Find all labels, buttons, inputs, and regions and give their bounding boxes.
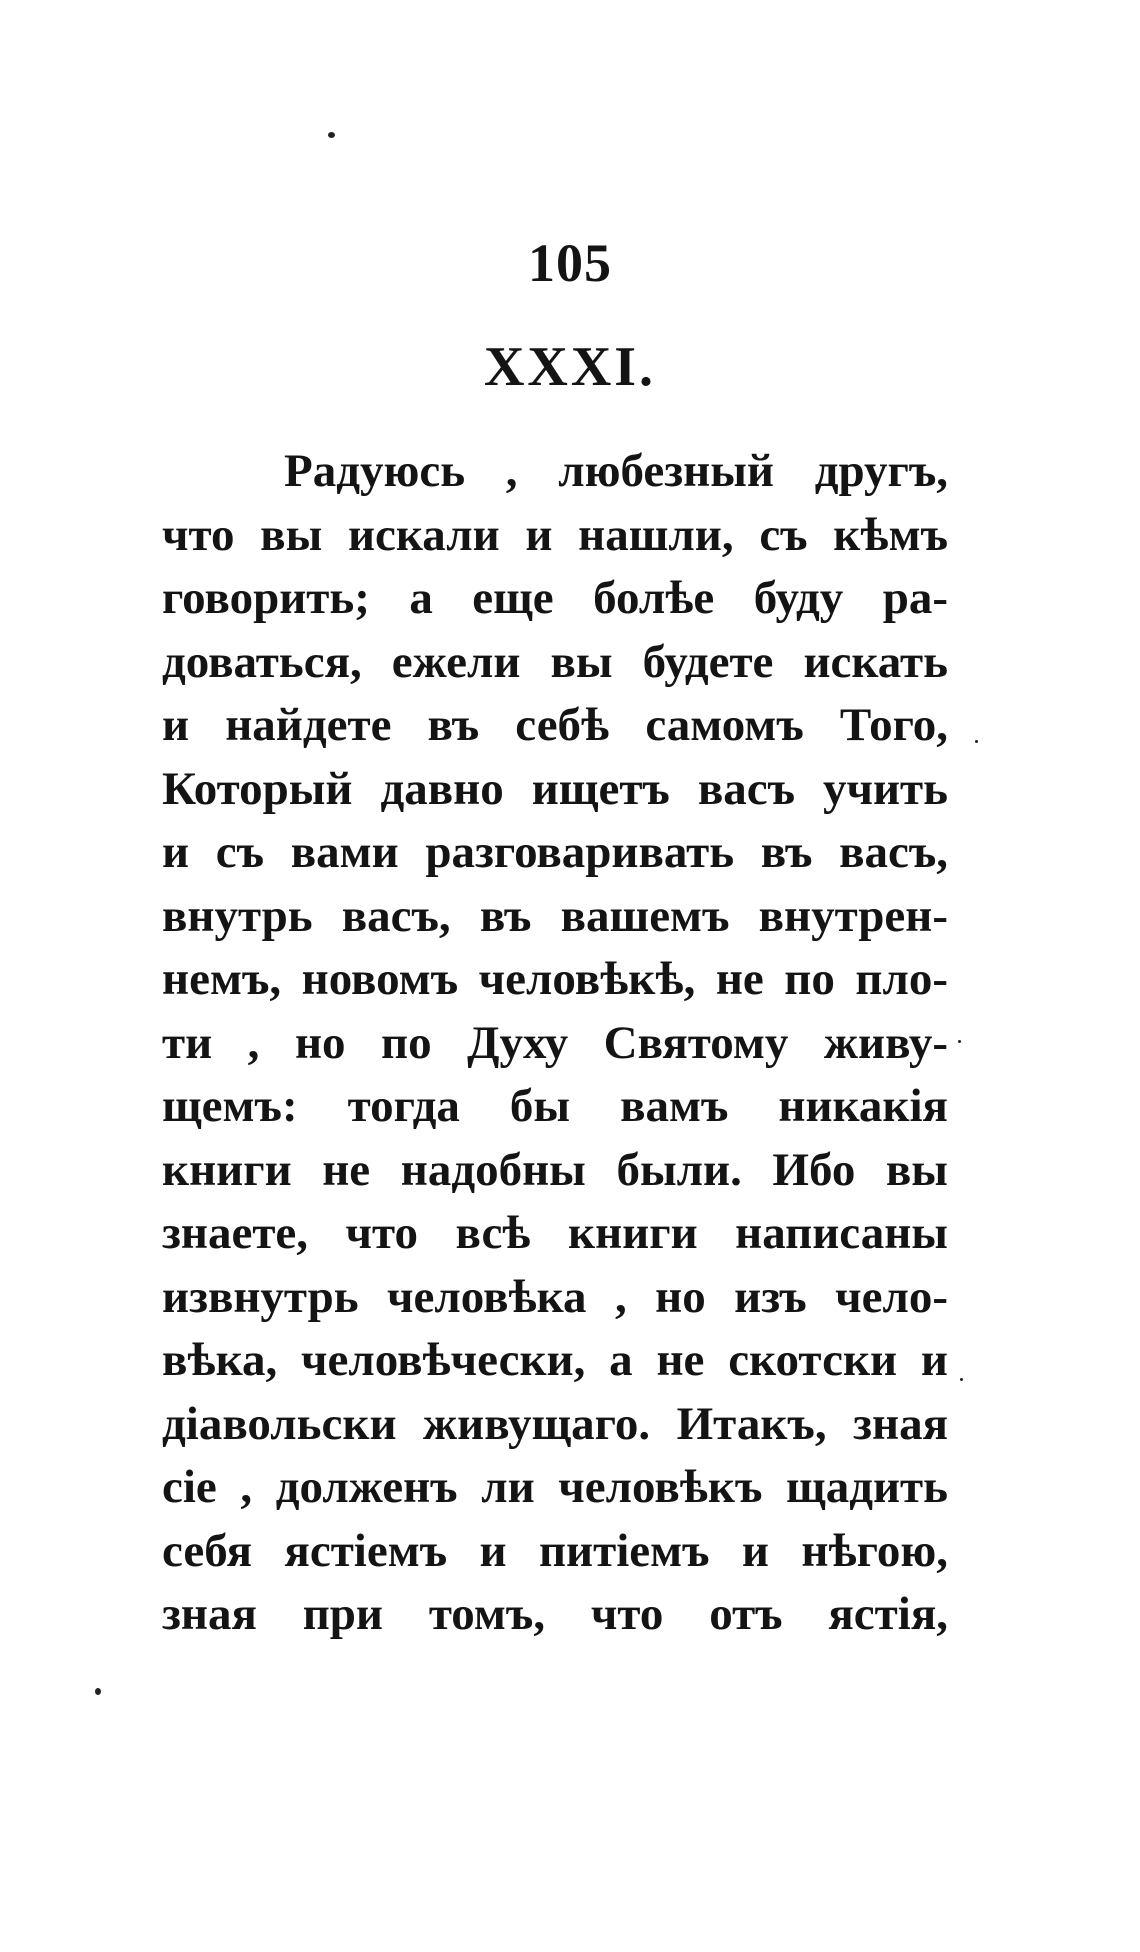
text-line: себя ястіемъ и питіемъ и нѣгою, <box>162 1524 948 1577</box>
text-line: щемъ: тогда бы вамъ никакія <box>162 1080 948 1132</box>
text-line: извнутрь человѣка , но изъ чело- <box>162 1270 948 1323</box>
text-line: доваться, ежели вы будете искать <box>162 635 948 688</box>
text-line: зная при томъ, что отъ ястія, <box>162 1588 948 1640</box>
chapter-heading: XXXI. <box>483 336 657 398</box>
body-text <box>162 440 948 1647</box>
text-line: немъ, новомъ человѣкѣ, не по пло- <box>162 953 948 1005</box>
text-line: діавольски живущаго. Итакъ, зная <box>162 1397 948 1450</box>
print-speck <box>328 132 335 138</box>
text-line: сіе , долженъ ли человѣкъ щадить <box>162 1461 948 1513</box>
text-line: Радуюсь , любезный другъ, <box>284 445 948 497</box>
text-line: говорить; а еще болѣе буду ра- <box>162 572 948 624</box>
text-line: что вы искали и нашли, съ кѣмъ <box>162 508 948 561</box>
text-line: и найдете въ себѣ самомъ Того, <box>162 699 948 751</box>
page-number: 105 <box>528 233 612 293</box>
text-line: внутрь васъ, въ вашемъ внутрен- <box>162 889 948 942</box>
print-speck <box>958 1040 961 1043</box>
print-speck <box>975 740 978 743</box>
print-speck <box>95 1688 101 1695</box>
text-line: книги не надобны были. Ибо вы <box>162 1143 948 1196</box>
print-speck <box>960 1378 963 1381</box>
text-line: Который давно ищетъ васъ учить <box>162 762 948 815</box>
text-line: вѣка, человѣчески, а не скотски и <box>162 1334 948 1386</box>
text-line: знаете, что всѣ книги написаны <box>162 1207 948 1259</box>
text-line: ти , но по Духу Святому живу- <box>162 1016 948 1069</box>
text-line: и съ вами разговаривать въ васъ, <box>162 826 948 878</box>
